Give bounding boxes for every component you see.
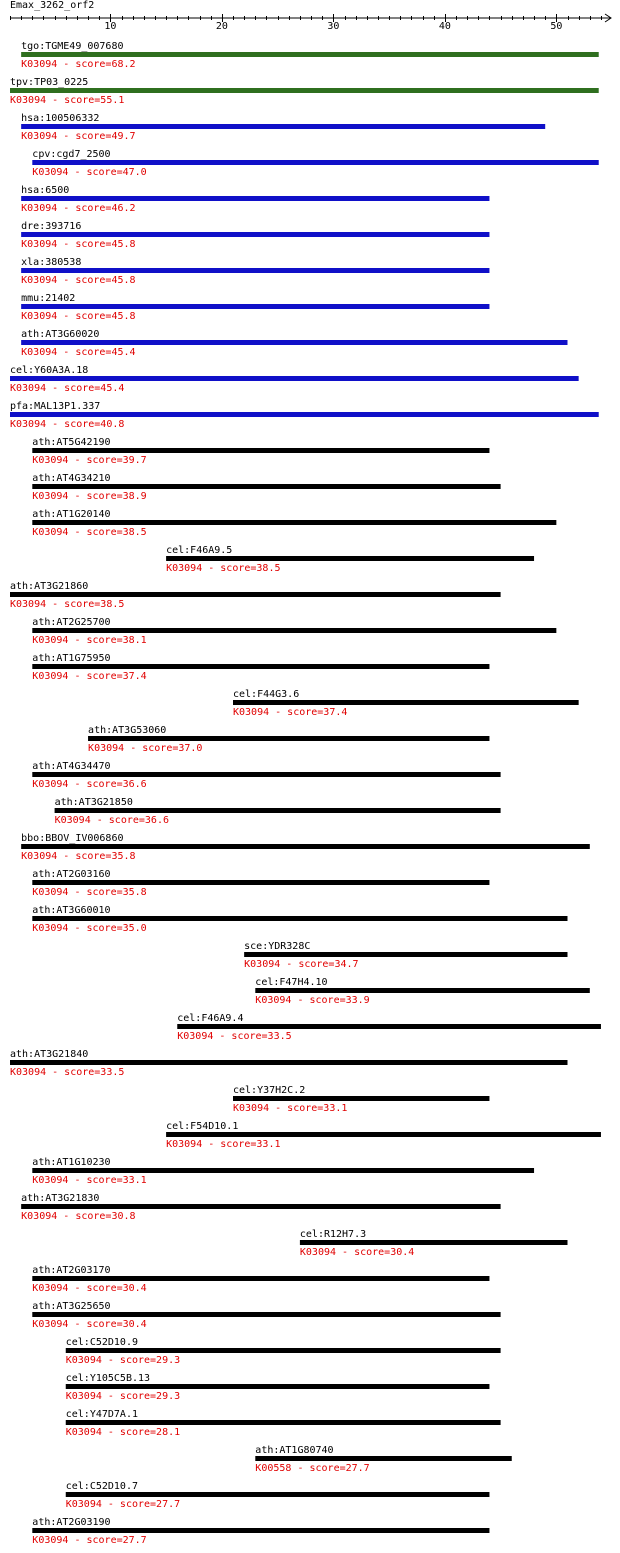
hit-bar[interactable] (66, 1420, 501, 1425)
hit-row[interactable] (255, 977, 590, 1006)
hit-name[interactable]: ath:AT2G03170 (32, 1265, 111, 1276)
hit-score: K03094 - score=46.2 (21, 203, 136, 214)
hit-row[interactable] (21, 1193, 500, 1222)
hit-row[interactable] (66, 1409, 501, 1438)
hit-bar[interactable] (244, 952, 567, 957)
query-title: Emax_3262_orf2 (10, 0, 95, 11)
hit-name[interactable]: ath:AT1G10230 (32, 1157, 111, 1168)
hit-bar[interactable] (10, 592, 501, 597)
hit-score: K03094 - score=28.1 (65, 1427, 181, 1438)
hit-name[interactable]: sce:YDR328C (244, 941, 311, 952)
hit-score: K03094 - score=37.4 (233, 707, 348, 718)
hit-score: K03094 - score=35.0 (32, 923, 147, 934)
hit-row[interactable] (32, 473, 500, 502)
hit-name[interactable]: cel:C52D10.7 (65, 1481, 138, 1492)
hit-row[interactable] (21, 113, 545, 142)
hit-name[interactable]: ath:AT2G03190 (32, 1517, 111, 1528)
hit-bar[interactable] (32, 1276, 489, 1281)
hit-bar[interactable] (21, 1204, 500, 1209)
hit-row[interactable] (32, 1265, 489, 1294)
hit-name[interactable]: cel:F54D10.1 (166, 1121, 239, 1132)
hit-score: K03094 - score=33.5 (10, 1067, 125, 1078)
hit-row[interactable] (66, 1373, 490, 1402)
hit-name[interactable]: cel:Y37H2C.2 (233, 1085, 306, 1096)
hit-row[interactable] (32, 869, 489, 898)
hit-score: K03094 - score=35.8 (21, 851, 136, 862)
hit-bar[interactable] (255, 988, 590, 993)
hit-bar[interactable] (21, 340, 567, 345)
hit-score: K03094 - score=33.1 (166, 1139, 281, 1150)
axis-tick-label: 10 (104, 21, 117, 32)
hit-bar[interactable] (21, 124, 545, 129)
axis-tick-label: 20 (215, 21, 228, 32)
hit-bar[interactable] (32, 772, 500, 777)
hit-row[interactable] (21, 185, 489, 214)
hit-name[interactable]: xla:380538 (21, 257, 82, 268)
hit-score: K03094 - score=47.0 (32, 167, 147, 178)
hit-row[interactable] (10, 1049, 568, 1078)
axis-tick-label: 30 (327, 21, 340, 32)
hit-name[interactable]: dre:393716 (21, 221, 82, 232)
hit-name[interactable]: ath:AT1G80740 (255, 1445, 334, 1456)
hit-bar[interactable] (32, 1528, 489, 1533)
hit-score: K03094 - score=37.0 (88, 743, 203, 754)
hit-row[interactable] (32, 617, 556, 646)
hit-bar[interactable] (32, 160, 598, 165)
hit-bar[interactable] (32, 880, 489, 885)
hit-bar[interactable] (21, 196, 489, 201)
hit-bar[interactable] (88, 736, 489, 741)
hit-row[interactable] (21, 221, 489, 250)
hit-row[interactable] (300, 1229, 568, 1258)
hit-score: K00558 - score=27.7 (255, 1463, 370, 1474)
hit-bar[interactable] (32, 628, 556, 633)
hit-row[interactable] (21, 293, 489, 322)
hit-name[interactable]: cel:F44G3.6 (233, 689, 300, 700)
hit-row[interactable] (255, 1445, 511, 1474)
hit-name[interactable]: tpv:TP03_0225 (10, 77, 89, 88)
hit-name[interactable]: ath:AT3G21860 (10, 581, 89, 592)
hit-bar[interactable] (233, 700, 579, 705)
hit-name[interactable]: cel:Y47D7A.1 (65, 1409, 138, 1420)
hit-score: K03094 - score=30.4 (299, 1247, 415, 1258)
hit-bar[interactable] (166, 1132, 601, 1137)
hit-name[interactable]: ath:AT5G42190 (32, 437, 111, 448)
hit-bar[interactable] (21, 232, 489, 237)
hit-name[interactable]: ath:AT2G03160 (32, 869, 111, 880)
hit-name[interactable]: cel:Y60A3A.18 (10, 365, 89, 376)
hit-score: K03094 - score=33.9 (255, 995, 370, 1006)
hit-score: K03094 - score=38.5 (166, 563, 281, 574)
hit-row[interactable] (32, 905, 567, 934)
hit-bar[interactable] (10, 376, 579, 381)
hit-row[interactable] (32, 653, 489, 682)
hit-score: K03094 - score=38.9 (32, 491, 147, 502)
hit-score: K03094 - score=38.5 (32, 527, 147, 538)
hit-bar[interactable] (177, 1024, 601, 1029)
hit-bar[interactable] (32, 664, 489, 669)
hit-name[interactable]: ath:AT3G21840 (10, 1049, 89, 1060)
hit-name[interactable]: ath:AT3G25650 (32, 1301, 111, 1312)
hit-row[interactable] (32, 761, 500, 790)
hit-score: K03094 - score=34.7 (244, 959, 359, 970)
hit-score: K03094 - score=40.8 (10, 419, 125, 430)
hit-score: K03094 - score=38.5 (10, 599, 125, 610)
hit-name[interactable]: cel:F46A9.4 (177, 1013, 244, 1024)
hit-row[interactable] (21, 257, 489, 286)
hit-name[interactable]: ath:AT4G34210 (32, 473, 111, 484)
hit-bar[interactable] (32, 1312, 500, 1317)
hit-name[interactable]: ath:AT1G20140 (32, 509, 111, 520)
hit-bar[interactable] (10, 412, 599, 417)
hit-bar[interactable] (233, 1096, 489, 1101)
hit-score: K03094 - score=45.8 (21, 311, 136, 322)
hit-row[interactable] (32, 1301, 500, 1330)
hit-score: K03094 - score=45.4 (21, 347, 136, 358)
hit-name[interactable]: hsa:6500 (21, 185, 70, 196)
hit-row[interactable] (233, 689, 579, 718)
hit-name[interactable]: ath:AT3G53060 (88, 725, 167, 736)
hit-row[interactable] (233, 1085, 489, 1114)
hit-score: K03094 - score=36.6 (54, 815, 169, 826)
hit-bar[interactable] (21, 844, 590, 849)
axis-tick-label: 50 (550, 21, 563, 32)
hit-row[interactable] (177, 1013, 601, 1042)
hit-row[interactable] (88, 725, 489, 754)
hit-bar[interactable] (32, 1168, 534, 1173)
hit-score: K03094 - score=35.8 (32, 887, 147, 898)
hit-score: K03094 - score=30.4 (32, 1283, 147, 1294)
hit-score: K03094 - score=49.7 (21, 131, 136, 142)
hit-name[interactable]: ath:AT1G75950 (32, 653, 111, 664)
hit-name[interactable]: mmu:21402 (21, 293, 76, 304)
hit-score: K03094 - score=38.1 (32, 635, 147, 646)
hit-name[interactable]: ath:AT3G60010 (32, 905, 111, 916)
hit-score: K03094 - score=33.1 (233, 1103, 348, 1114)
hit-score: K03094 - score=27.7 (65, 1499, 181, 1510)
hit-row[interactable] (32, 509, 556, 538)
hit-row[interactable] (32, 1517, 489, 1546)
hit-name[interactable]: cel:F47H4.10 (255, 977, 328, 988)
hit-row[interactable] (55, 797, 501, 826)
hit-row[interactable] (10, 365, 579, 394)
hit-name[interactable]: cel:R12H7.3 (299, 1229, 367, 1240)
hit-name[interactable]: cel:F46A9.5 (166, 545, 233, 556)
hit-row[interactable] (21, 833, 590, 862)
hit-score: K03094 - score=45.8 (21, 275, 136, 286)
hit-bar[interactable] (10, 1060, 568, 1065)
hit-name[interactable]: bbo:BBOV_IV006860 (21, 833, 124, 844)
hit-name[interactable]: pfa:MAL13P1.337 (10, 401, 101, 412)
hit-bar[interactable] (255, 1456, 511, 1461)
hit-score: K03094 - score=39.7 (32, 455, 147, 466)
hit-name[interactable]: cpv:cgd7_2500 (32, 149, 111, 160)
hit-name[interactable]: ath:AT3G21830 (21, 1193, 100, 1204)
hit-score: K03094 - score=36.6 (32, 779, 147, 790)
hit-row[interactable] (66, 1337, 501, 1366)
hit-bar[interactable] (166, 556, 534, 561)
hit-name[interactable]: ath:AT3G60020 (21, 329, 100, 340)
hit-name[interactable]: ath:AT2G25700 (32, 617, 111, 628)
hit-row[interactable] (32, 437, 489, 466)
hit-row[interactable] (244, 941, 567, 970)
hit-name[interactable]: tgo:TGME49_007680 (21, 41, 124, 52)
hit-score: K03094 - score=29.3 (65, 1391, 181, 1402)
hit-row[interactable] (32, 1157, 534, 1186)
hit-row[interactable] (166, 545, 534, 574)
hit-score: K03094 - score=45.8 (21, 239, 136, 250)
hit-name[interactable]: ath:AT3G21850 (54, 797, 133, 808)
hit-row[interactable] (166, 1121, 601, 1150)
hit-score: K03094 - score=68.2 (21, 59, 136, 70)
hit-score: K03094 - score=27.7 (32, 1535, 147, 1546)
hit-score: K03094 - score=30.4 (32, 1319, 147, 1330)
hit-bar[interactable] (55, 808, 501, 813)
hit-score: K03094 - score=33.5 (177, 1031, 292, 1042)
hit-row[interactable] (21, 41, 599, 70)
hit-bar[interactable] (66, 1348, 501, 1353)
hit-score: K03094 - score=55.1 (10, 95, 125, 106)
hit-score: K03094 - score=37.4 (32, 671, 147, 682)
hit-row[interactable] (32, 149, 598, 178)
hit-bar[interactable] (32, 916, 567, 921)
hit-name[interactable]: cel:Y105C5B.13 (65, 1373, 151, 1384)
hit-bar[interactable] (66, 1492, 490, 1497)
hit-row[interactable] (10, 581, 501, 610)
hit-bar[interactable] (32, 484, 500, 489)
hit-row[interactable] (10, 401, 599, 430)
hit-bar[interactable] (10, 88, 599, 93)
hit-bar[interactable] (21, 268, 489, 273)
hit-bar[interactable] (21, 304, 489, 309)
hit-bar[interactable] (66, 1384, 490, 1389)
hit-name[interactable]: cel:C52D10.9 (65, 1337, 138, 1348)
hit-bar[interactable] (300, 1240, 568, 1245)
axis-tick-label: 40 (438, 21, 451, 32)
hit-row[interactable] (21, 329, 567, 358)
hit-row[interactable] (10, 77, 599, 106)
hit-score: K03094 - score=30.8 (21, 1211, 136, 1222)
hit-name[interactable]: hsa:100506332 (21, 113, 100, 124)
hit-bar[interactable] (21, 52, 599, 57)
hit-row[interactable] (66, 1481, 490, 1510)
hit-score: K03094 - score=33.1 (32, 1175, 147, 1186)
hit-bar[interactable] (32, 448, 489, 453)
hit-name[interactable]: ath:AT4G34470 (32, 761, 111, 772)
hit-score: K03094 - score=29.3 (65, 1355, 181, 1366)
hit-score: K03094 - score=45.4 (10, 383, 125, 394)
hit-bar[interactable] (32, 520, 556, 525)
